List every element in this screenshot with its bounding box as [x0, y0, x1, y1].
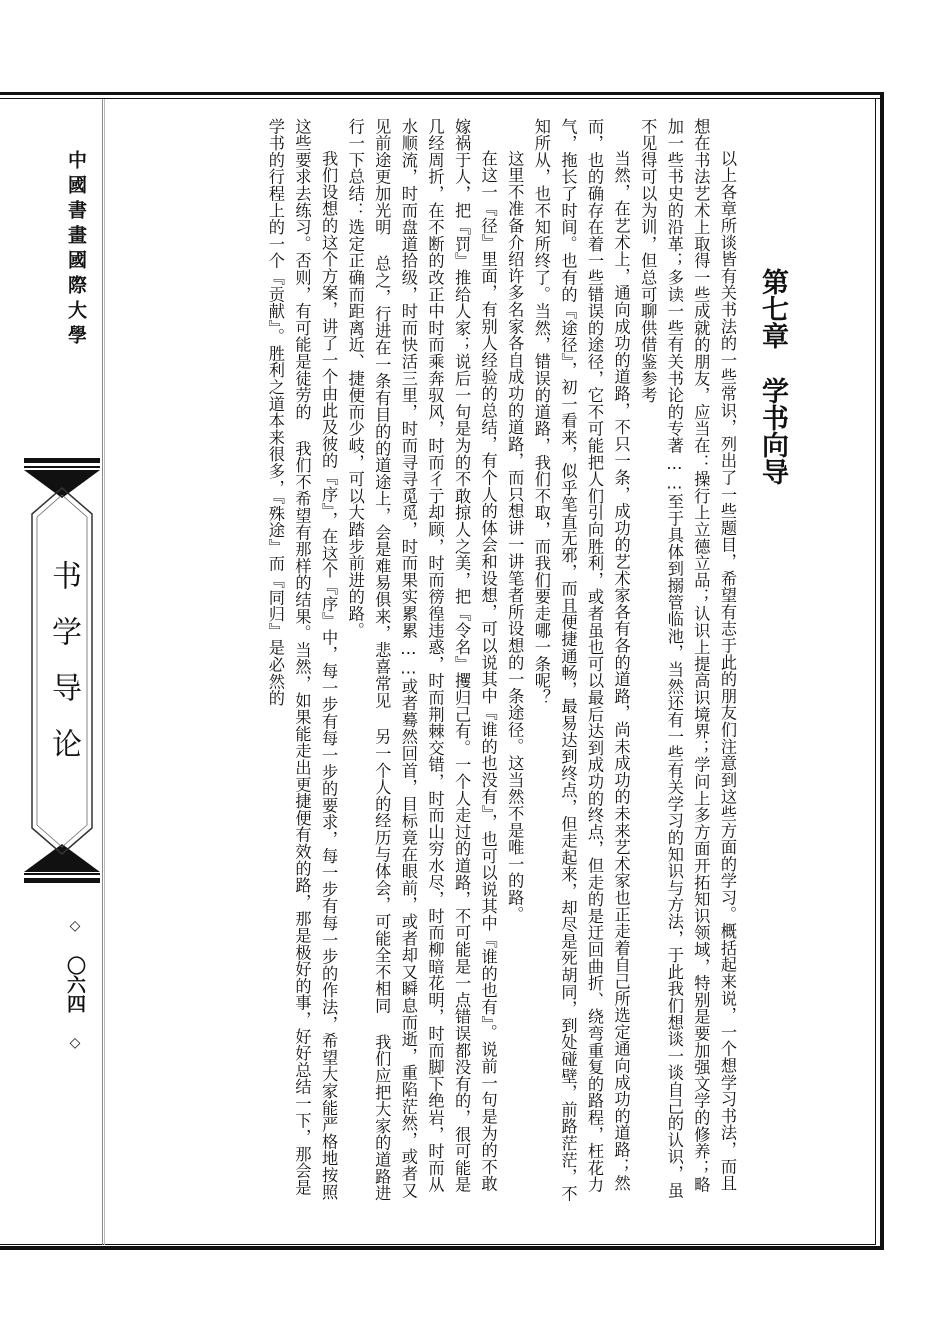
- paragraph: 当然，在艺术上，通向成功的道路，不只一条，成功的艺术家各有各的道路，尚未成功的未来艺术家也正走着自己所选定通向成功的道路；然而，也的确存在着一些错误的途径，它不可能把人们引向胜利，或者虽也可以最后达到成功的终点，但走的是迂回曲折、绕弯重复的路程，枉花力气，拖长了时间。也有的『途径』，初一看来，似乎笔直无邪，而且便捷通畅，最易达到终点，但走起来，却尽是死胡同，到处碰壁，前路茫茫，不知所从，也不知所终了。当然，错误的道路，我们不取，而我们要走哪一条呢？: [531, 118, 631, 1202]
- page-number: [58, 918, 92, 1051]
- paragraph: 在这一『径』里面，有别人经验的总结，有个人的体会和设想，可以说其中『谁的也没有』，也可以说其中『谁的也有』。说前一句是为的不敢嫁祸于人，把『罚』推给人家；说后一句是为的不敢掠人之美，把『令名』攫归己有。一个人走过的道路，不可能是一点错误都没有的，很可能是几经周折，在不断的改正中时而乘奔驭风，时而彳亍却顾，时而徬徨违惑，时而荆棘交错，时而山穷水尽，时而柳暗花明，时而脚下绝岩，时而从水顺流，时而盘道拾级，时而快活三里，时而寻寻觅觅，时而果实累累……或者蓦然回首，目标竟在眼前，或者却又瞬息而逝，重陷茫然，或者又见前途更加光明 总之，行进在一条有目的的道途上，会是难易俱来，悲喜常见 另一个人的经历与体会，可能全不相同 我们应把大家的道路进行一下总结：选定正确而距离近、捷便而少岐，可以大踏步前进的路。: [345, 118, 498, 1202]
- chapter-number: 第七章: [757, 268, 788, 349]
- badge-top-bar: [24, 458, 100, 463]
- paragraph: 以上各章所谈皆有关书法的一些常识，列出了一些题目，希望有志于此的朋友们注意到这些方面的学习。概括起来说，一个想学习书法，而且想在书法艺术上取得一些成就的朋友，应当在：操行上立德立品；认识上提高识境界；学问上多方面开拓知识领域，特别是要加强文学的修养；略加一些书史的沿革；多读一些有关书论的专著……至于具体到搦管临池，当然还有一些有关学习的知识与方法，于此我们想谈一谈自己的认识，虽不见得可以为训，但总可聊供借鉴参考: [638, 118, 737, 1199]
- badge-top-bar-thin: [24, 466, 100, 468]
- diamond-ornament-bottom: ◇: [67, 1035, 83, 1051]
- chapter-body: [195, 118, 740, 1208]
- page-number-text: 〇六四: [64, 956, 86, 1013]
- badge-bottom-bar-thin: [24, 873, 100, 875]
- side-column-rule-inner: [104, 99, 105, 1245]
- page-frame-bottom: [0, 1246, 884, 1250]
- chapter-title: 学书向导: [757, 377, 788, 485]
- page-frame-top-inner: [0, 98, 882, 99]
- university-name: 中國書畫國際大學: [65, 150, 87, 350]
- diamond-ornament-top: ◇: [67, 918, 83, 934]
- page-frame-top: [0, 92, 884, 95]
- page-frame-right: [880, 92, 884, 1250]
- page-frame-right-inner: [875, 98, 876, 1245]
- side-column-rule: [102, 99, 103, 1245]
- book-title: 书学导论: [46, 560, 81, 784]
- paragraph: 这里不准备介绍许多名家各自成功的道路，而只想讲一讲笔者所设想的一条途径。这当然不是唯一的路。: [505, 150, 525, 924]
- paragraph: 我们设想的这个方案，讲了一个由此及彼的『序』，在这个『序』中，每一步有每一步的要求，每一步有每一步的作法，希望大家能严格地按照这些要求去练习。否则，有可能是徒劳的 我们不希望有那样的结果。当然，如果能走出更捷便有效的路，那是极好的事，好好总结一下，那会是学书的行程上的一个『贡献』。胜利之道本来很多，『殊途』而『同归』是必然的: [265, 118, 339, 1201]
- badge-bottom-bar: [24, 878, 100, 883]
- chapter-heading: [752, 268, 792, 548]
- page-frame-bottom-inner: [0, 1244, 876, 1245]
